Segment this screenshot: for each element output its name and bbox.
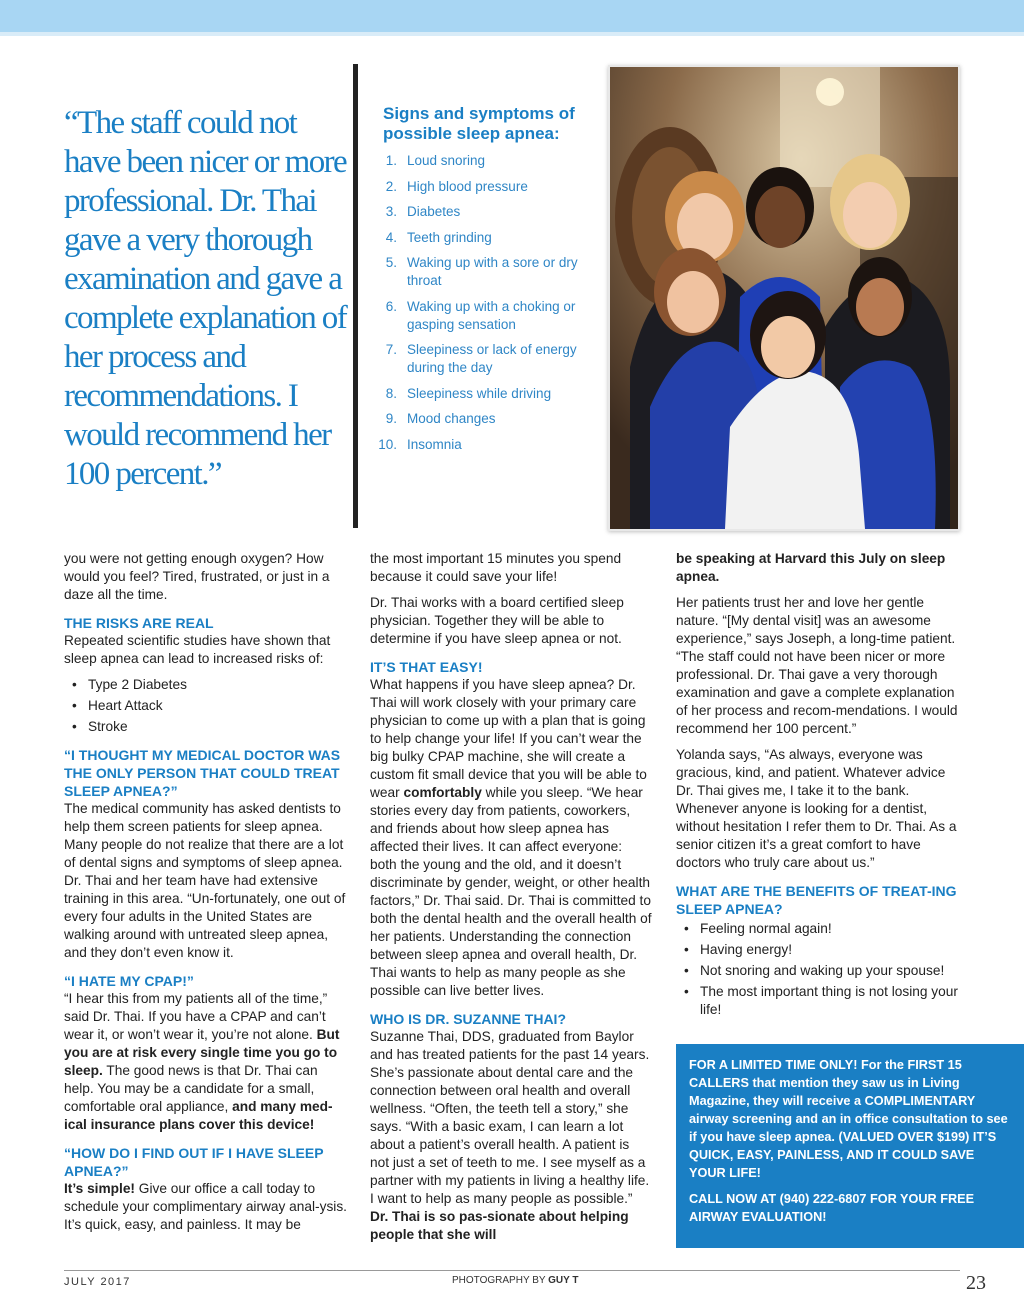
section-heading-find-out: “HOW DO I FIND OUT IF I HAVE SLEEP APNEA?” [64, 1145, 324, 1179]
text-run: What happens if you have sleep apnea? Dr. Thai will work closely with your primary care physician to come up with a plan that is going to help change your life! If you can’t wear the big bulky CPAP machine, she will create a custom fit small device that you will be able to wear [370, 677, 647, 800]
symptom-number: 8. [385, 385, 397, 401]
benefits-list [676, 920, 960, 1019]
top-color-band [0, 0, 1024, 32]
paragraph [676, 550, 960, 586]
paragraph: Repeated scientific studies have shown that sleep apnea can lead to increased risks of: [64, 633, 331, 666]
symptom-number: 7. [385, 342, 397, 357]
list-item: • Type 2 Diabetes [64, 676, 350, 694]
symptom-item [383, 152, 593, 170]
promo-call-to-action: CALL NOW AT (940) 222-6807 FOR YOUR FREE AIRWAY EVALUATION! [689, 1192, 975, 1224]
bold-text: Dr. Thai is so pas-sionate about helping people that she will [370, 1209, 629, 1242]
list-item: • Having energy! [676, 941, 960, 959]
symptom-text: Waking up with a sore or dry throat [407, 255, 578, 288]
symptom-number: 3. [385, 204, 397, 219]
issue-date: JULY 2017 [64, 1276, 131, 1288]
symptom-number: 4. [385, 229, 397, 245]
paragraph [64, 990, 350, 1134]
top-band-edge [0, 32, 1024, 36]
section-heading-benefits: WHAT ARE THE BENEFITS OF TREAT-ING SLEEP APNEA? [676, 883, 957, 917]
symptom-text: Insomnia [407, 436, 462, 452]
paragraph: the most important 15 minutes you spend because it could save your life! [370, 551, 622, 584]
photo-credit-prefix: PHOTOGRAPHY BY [452, 1275, 549, 1286]
symptom-text: Teeth grinding [407, 229, 492, 245]
section-heading-risks: THE RISKS ARE REAL [64, 615, 214, 631]
bold-text: But you are at risk every single time you go to sleep. [64, 1027, 340, 1078]
bold-text: be speaking at Harvard this July on sleep apnea. [676, 551, 946, 584]
list-item: • Not snoring and waking up your spouse! [676, 962, 960, 980]
symptom-item [383, 254, 593, 290]
paragraph [370, 1028, 652, 1244]
symptom-item [378, 436, 593, 454]
symptom-text: Sleepiness while driving [407, 385, 552, 401]
risks-list [64, 676, 350, 736]
paragraph [64, 1180, 350, 1234]
symptom-number: 2. [385, 178, 397, 194]
pull-quote: “The staff could not have been nicer or more professional. Dr. Thai gave a very thorough examination and gave a complete explanation of her process and recommendations. I would recommend her 100 percent.” [64, 105, 347, 492]
list-item: • Heart Attack [64, 697, 350, 715]
symptom-item [383, 341, 593, 377]
symptoms-sidebar [378, 104, 593, 461]
symptom-text: Loud snoring [407, 153, 486, 168]
promo-offer: FOR A LIMITED TIME ONLY! For the FIRST 15 CALLERS that mention they saw us in Living Magazine, they will receive a COMPLIMENTARY airway screening and an in office consultation to see if you have sleep apnea. (VALUED OVER $199) IT’S QUICK, EASY, PAINLESS, AND IT COULD SAVE YOUR LIFE! [689, 1058, 1008, 1180]
symptom-text: Waking up with a choking or gasping sensation [407, 298, 576, 332]
list-item: • The most important thing is not losing your life! [676, 983, 960, 1019]
section-heading-easy: IT’S THAT EASY! [370, 659, 483, 675]
symptom-text: Mood changes [407, 411, 496, 426]
text-run: The good news is that Dr. Thai can help. You may be a candidate for a small, comfortable oral appliance, [64, 1063, 318, 1114]
bold-text: It’s simple! [64, 1181, 135, 1196]
bold-text: and many med-ical insurance plans cover this device! [64, 1099, 333, 1132]
text-run: “I hear this from my patients all of the time,” said Dr. Thai. If you have a CPAP and can’t wear it, or won’t wear it, you’re not alone. [64, 991, 328, 1042]
team-photo [608, 65, 960, 531]
list-item: • Feeling normal again! [676, 920, 960, 938]
symptom-text: High blood pressure [407, 178, 528, 194]
photo-credit [452, 1275, 579, 1286]
symptoms-title: Signs and symptoms of possible sleep apnea: [383, 104, 575, 143]
paragraph [370, 676, 652, 1000]
vertical-divider [353, 64, 358, 528]
team-photo-illustration [610, 67, 958, 529]
symptom-number: 5. [385, 255, 397, 270]
symptom-item [383, 410, 593, 428]
article-column-1 [64, 550, 350, 1242]
symptom-text: Sleepiness or lack of energy during the day [407, 342, 577, 375]
bold-text: comfortably [403, 785, 482, 800]
section-heading-who: WHO IS DR. SUZANNE THAI? [370, 1011, 566, 1027]
article-column-2 [370, 550, 652, 1252]
page-number: 23 [966, 1272, 986, 1294]
section-heading-medical-doctor: “I THOUGHT MY MEDICAL DOCTOR WAS THE ONLY PERSON THAT COULD TREAT SLEEP APNEA?” [64, 747, 341, 799]
section-heading-cpap: “I HATE MY CPAP!” [64, 973, 194, 989]
symptom-item [383, 178, 593, 196]
list-item: • Stroke [64, 718, 350, 736]
paragraph: Her patients trust her and love her gentle nature. “[My dental visit] was an awesome experience,” says Joseph, a long-time patient. “The staff could not have been nicer or more professional. Dr. Thai gave a very thorough examination and gave a complete explanation of her process and recom-mendations. I would recommend her 100 percent.” [676, 595, 958, 736]
footer-rule [64, 1270, 960, 1271]
symptom-number: 10. [378, 436, 397, 452]
paragraph: Dr. Thai works with a board certified sleep physician. Together they will be able to determine if you have sleep apnea or not. [370, 595, 624, 646]
symptom-item [383, 203, 593, 221]
symptom-item [383, 229, 593, 247]
promo-box [676, 1044, 1024, 1248]
article-column-3 [676, 550, 960, 1025]
paragraph: The medical community has asked dentists to help them screen patients for sleep apnea. Many people do not realize that there are a lot of dental signs and symptoms of sleep apnea. Dr. Thai and her team have had extensive training in this area. “Un-fortunately, one out of every four adults in the United States are walking around with untreated sleep apnea, and they don’t even know it. [64, 801, 346, 960]
symptom-number: 1. [385, 153, 397, 168]
symptoms-list [378, 152, 593, 454]
symptom-item [383, 385, 593, 403]
paragraph: you were not getting enough oxygen? How would you feel? Tired, frustrated, or just in a daze all the time. [64, 551, 330, 602]
text-run: Give our office a call today to schedule your complimentary airway anal-ysis. It’s quick, easy, and painless. It may be [64, 1181, 347, 1232]
symptom-number: 9. [385, 411, 397, 426]
paragraph: Yolanda says, “As always, everyone was gracious, kind, and patient. Whatever advice Dr. Thai gives me, I take it to the bank. Whenever anyone is looking for a dentist, without hesitation I refer them to Dr. Thai. As a senior citizen it’s a great comfort to have doctors who truly care about us.” [676, 747, 957, 870]
symptom-number: 6. [385, 298, 397, 314]
photo-credit-name: GUY T [548, 1275, 579, 1286]
text-run: Suzanne Thai, DDS, graduated from Baylor and has treated patients for the past 14 years. She’s passionate about dental care and the connection between oral health and overall wellness. “Often, the teeth tell a story,” she says. “With a basic exam, I can learn a lot about a patient’s overall health. A patient is not just a set of teeth to me. I see myself as a partner with my patients in living a healthy life. I want to help as many people as possible.” [370, 1029, 650, 1206]
text-run: while you sleep. “We hear stories every day from patients, coworkers, and friends about how sleep apnea has affected their lives. It can affect everyone: both the young and the old, and it doesn’t discriminate by gender, weight, or other health factors,” Dr. Thai said. Dr. Thai is committed to both the dental health and the overall health of her patients. Understanding the connection between sleep apnea and overall health, Dr. Thai wants to help as many people as she possible can live better lives. [370, 785, 652, 998]
symptom-item [383, 298, 593, 334]
symptom-text: Diabetes [407, 204, 461, 219]
